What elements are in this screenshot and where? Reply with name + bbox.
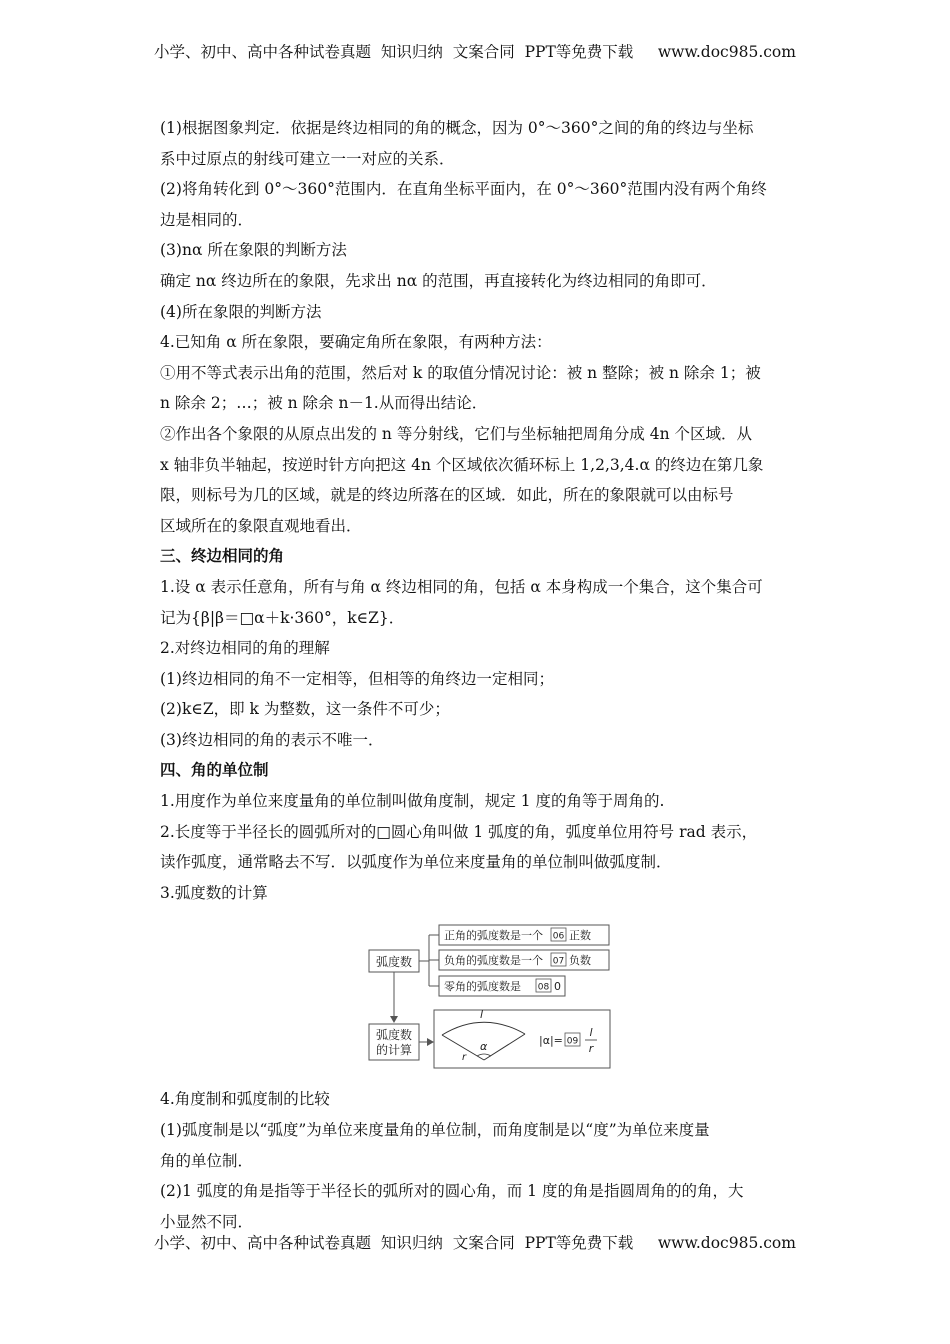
paragraph-line: ①用不等式表示出角的范围，然后对 k 的取值分情况讨论：被 n 整除；被 n 除余 1；被 <box>160 363 761 382</box>
section-heading: 四、角的单位制 <box>160 761 269 780</box>
paragraph-line: 记为{β|β＝□α＋k·360°，k∈Z}． <box>160 608 405 627</box>
item-text: 正角的弧度数是一个 <box>444 929 543 943</box>
paragraph-line: (2)1 弧度的角是指等于半径长的弧所对的圆心角，而 1 度的角是指圆周角的的角，大 <box>160 1182 744 1201</box>
paragraph-line: 4.已知角 α 所在象限，要确定角所在象限，有两种方法： <box>160 333 552 352</box>
item-text: 负角的弧度数是一个 <box>444 954 543 968</box>
paragraph-line: 4.角度制和弧度制的比较 <box>160 1090 330 1109</box>
paragraph-line: (2)将角转化到 0°～360°范围内．在直角坐标平面内，在 0°～360°范围内没有两个角终 <box>160 180 767 199</box>
page-header: 小学、初中、高中各种试卷真题 知识归纳 文案合同 PPT等免费下载 www.doc985.com <box>154 43 796 61</box>
blank-number: 06 <box>552 931 565 942</box>
radius-label: r <box>462 1052 467 1064</box>
paragraph-line: (3)终边相同的角的表示不唯一． <box>160 730 384 749</box>
paragraph-line: 小显然不同． <box>160 1212 254 1231</box>
formula-denominator: r <box>588 1042 594 1056</box>
document-body <box>160 113 792 1237</box>
arrow-down-icon <box>390 1016 398 1023</box>
item-tail: 0 <box>554 980 561 994</box>
blank-number: 07 <box>552 956 565 967</box>
calc-label-line1: 弧度数 <box>375 1028 413 1043</box>
page-footer: 小学、初中、高中各种试卷真题 知识归纳 文案合同 PPT等免费下载 www.doc985.com <box>154 1234 796 1252</box>
arrow-right-icon <box>427 1038 434 1046</box>
paragraph-line: 区域所在的象限直观地看出． <box>160 516 362 535</box>
paragraph-line: 限，则标号为几的区域，就是的终边所落在的区域．如此，所在的象限就可以由标号 <box>160 486 734 505</box>
document-body-lower <box>160 1084 792 1237</box>
root-label: 弧度数 <box>375 955 413 970</box>
formula-box <box>434 1010 610 1068</box>
formula-left: |α|= <box>539 1034 563 1048</box>
paragraph-line: (3)nα 所在象限的判断方法 <box>160 241 347 260</box>
paragraph-line: 边是相同的． <box>160 210 254 229</box>
paragraph-line: 读作弧度，通常略去不写．以弧度作为单位来度量角的单位制叫做弧度制． <box>160 853 672 872</box>
paragraph-line: n 除余 2；…；被 n 除余 n－1.从而得出结论． <box>160 394 488 413</box>
paragraph-line: 系中过原点的射线可建立一一对应的关系． <box>160 149 455 168</box>
item-tail: 负数 <box>569 954 591 968</box>
paragraph-line: (2)k∈Z，即 k 为整数，这一条件不可少； <box>160 700 450 719</box>
item-tail: 正数 <box>569 929 591 943</box>
paragraph-line: 角的单位制． <box>160 1151 254 1170</box>
alpha-label: α <box>480 1040 488 1054</box>
paragraph-line: 1.用度作为单位来度量角的单位制叫做角度制，规定 1 度的角等于周角的. <box>160 792 665 811</box>
paragraph-line: 2.对终边相同的角的理解 <box>160 639 330 658</box>
paragraph-line: 2.长度等于半径长的圆弧所对的□圆心角叫做 1 弧度的角，弧度单位用符号 rad 表示， <box>160 822 758 841</box>
radian-diagram <box>160 908 792 1084</box>
paragraph-line: (1)终边相同的角不一定相等，但相等的角终边一定相同； <box>160 669 554 688</box>
paragraph-line: 3.弧度数的计算 <box>160 883 268 902</box>
paragraph-line: x 轴非负半轴起，按逆时针方向把这 4n 个区域依次循环标上 1,2,3,4.α 的终边在第几象 <box>160 455 764 474</box>
formula-numerator: l <box>589 1026 593 1040</box>
paragraph-line: (1)根据图象判定．依据是终边相同的角的概念，因为 0°～360°之间的角的终边与坐标 <box>160 119 754 137</box>
paragraph-line: ②作出各个象限的从原点出发的 n 等分射线，它们与坐标轴把周角分成 4n 个区域．从 <box>160 424 753 443</box>
blank-number: 08 <box>537 982 550 993</box>
section-heading: 三、终边相同的角 <box>160 547 285 566</box>
radian-diagram-svg <box>365 914 615 1074</box>
paragraph-line: 确定 nα 终边所在的象限，先求出 nα 的范围，再直接转化为终边相同的角即可． <box>160 271 717 290</box>
paragraph-line: (1)弧度制是以“弧度”为单位来度量角的单位制，而角度制是以“度”为单位来度量 <box>160 1121 710 1140</box>
arc-label: l <box>480 1008 484 1022</box>
item-text: 零角的弧度数是 <box>444 980 521 994</box>
paragraph-line: (4)所在象限的判断方法 <box>160 302 322 321</box>
blank-number: 09 <box>566 1036 579 1047</box>
paragraph-line: 1.设 α 表示任意角，所有与角 α 终边相同的角，包括 α 本身构成一个集合，这个集合可 <box>160 577 763 596</box>
calc-label-line2: 的计算 <box>375 1043 413 1058</box>
